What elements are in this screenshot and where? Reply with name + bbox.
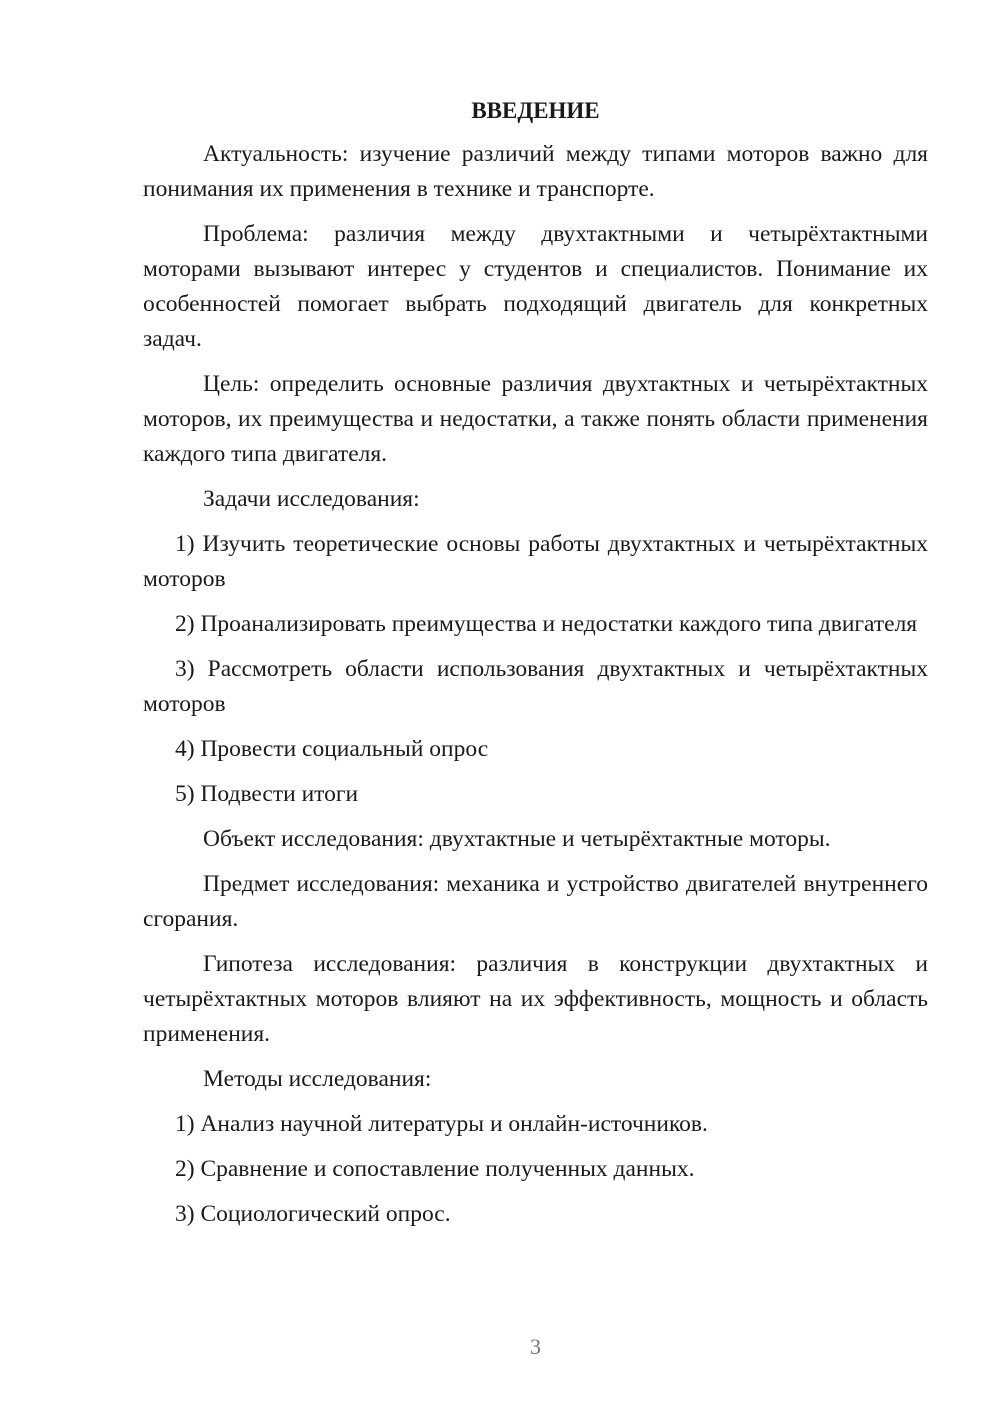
task-item: 4) Провести социальный опрос [175, 736, 489, 762]
paragraph-subject: Предмет исследования: механика и устройство двигателей внутреннего сгорания. [143, 871, 928, 932]
paragraph-problem: Проблема: различия между двухтактными и четырёхтактными моторами вызывают интерес у студентов и специалистов. Понимание их особенностей помогает выбрать подходящий двигатель для конкретных задач. [143, 221, 928, 352]
methods-title: Методы исследования: [203, 1066, 432, 1092]
tasks-title: Задачи исследования: [203, 486, 420, 512]
paragraph-object: Объект исследования: двухтактные и четырёхтактные моторы. [203, 826, 831, 852]
method-item: 2) Сравнение и сопоставление полученных данных. [175, 1156, 695, 1182]
method-item: 3) Социологический опрос. [175, 1201, 451, 1227]
method-item: 1) Анализ научной литературы и онлайн-источников. [175, 1111, 708, 1137]
task-item: 3) Рассмотреть области использования двухтактных и четырёхтактных моторов [143, 656, 928, 717]
page-content [143, 94, 928, 1242]
paragraph-goal: Цель: определить основные различия двухтактных и четырёхтактных моторов, их преимущества и недостатки, а также понять области применения каждого типа двигателя. [143, 371, 928, 467]
section-heading: ВВЕДЕНИЕ [471, 98, 600, 123]
paragraph-hypothesis: Гипотеза исследования: различия в конструкции двухтактных и четырёхтактных моторов влияют на их эффективность, мощность и область применения. [143, 951, 928, 1047]
task-item: 5) Подвести итоги [175, 781, 359, 807]
paragraph-relevance: Актуальность: изучение различий между типами моторов важно для понимания их применения в технике и транспорте. [143, 141, 928, 202]
task-item: 1) Изучить теоретические основы работы двухтактных и четырёхтактных моторов [143, 531, 928, 592]
task-item: 2) Проанализировать преимущества и недостатки каждого типа двигателя [175, 611, 918, 637]
page-number: 3 [530, 1334, 541, 1359]
